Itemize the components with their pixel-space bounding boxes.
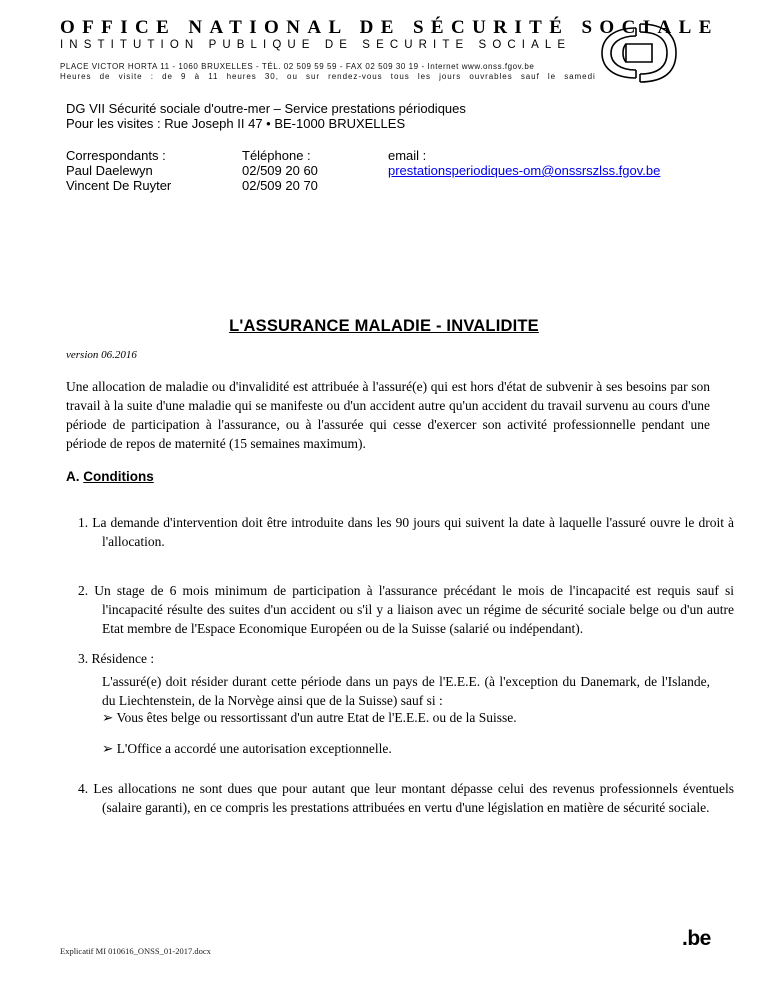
bullet-text: L'Office a accordé une autorisation exceptionnelle.	[116, 741, 392, 756]
condition-text: Les allocations ne sont dues que pour autant que leur montant dépasse celui des revenus professionnels éventuels (salaire garanti), en ce compris les prestations attribuées en vertu d'une législation en matière de sécurité sociale.	[93, 781, 734, 815]
condition-text: Un stage de 6 mois minimum de participation à l'assurance précédant le mois de l'incapacité est requis sauf si l'incapacité résulte des suites d'un accident ou s'il y a liaison avec un régime de sécurité sociale belge ou d'un autre Etat membre de l'Espace Economique Européen ou de la Suisse (salarié ou indépendant).	[94, 583, 735, 636]
correspondant-name: Vincent De Ruyter	[66, 178, 172, 193]
document-title: L'ASSURANCE MALADIE - INVALIDITE	[229, 317, 539, 335]
condition-item	[78, 513, 734, 551]
condition-item	[78, 581, 734, 638]
org-hours: Heures de visite : de 9 à 11 heures 30, ou sur rendez-vous tous les jours ouvrables sauf le samedi	[60, 72, 596, 81]
phone-number: 02/509 20 70	[242, 178, 318, 193]
service-line: DG VII Sécurité sociale d'outre-mer – Service prestations périodiques	[66, 101, 466, 116]
residence-paragraph: L'assuré(e) doit résider durant cette période dans un pays de l'E.E.E. (à l'exception du Danemark, de l'Islande, du Liechtenstein, de la Norvège ainsi que de la Suisse) sauf si :	[102, 674, 710, 708]
document-version: version 06.2016	[66, 349, 137, 361]
org-name: OFFICE NATIONAL DE SÉCURITÉ SOCIALE	[60, 17, 719, 38]
condition-text: La demande d'intervention doit être introduite dans les 90 jours qui suivent la date à laquelle l'assuré ouvre le droit à l'allocation.	[92, 515, 735, 549]
correspondant-name: Paul Daelewyn	[66, 163, 153, 178]
onss-logo-icon	[596, 18, 680, 88]
bullet-text: Vous êtes belge ou ressortissant d'un autre Etat de l'E.E.E. ou de la Suisse.	[116, 710, 517, 725]
contacts-telephone	[242, 148, 318, 193]
phone-number: 02/509 20 60	[242, 163, 318, 178]
condition-item	[78, 779, 734, 817]
condition-number: 3.	[78, 651, 89, 666]
arrow-bullet-icon: ➢	[102, 741, 114, 756]
service-block	[66, 101, 466, 131]
email-link[interactable]: prestationsperiodiques-om@onssrszlss.fgov.be	[388, 163, 661, 178]
condition-item	[78, 649, 710, 668]
bullet-item	[102, 708, 517, 727]
service-address: Pour les visites : Rue Joseph II 47 • BE-1000 BRUXELLES	[66, 116, 406, 131]
intro-paragraph: Une allocation de maladie ou d'invalidité est attribuée à l'assuré(e) qui est hors d'état de subvenir à ses besoins par son travail à la suite d'une maladie qui se manifeste ou d'un accident autre qu'un accident du travail survenu au cours d'une période de participation à l'assurance, ou à l'assurée qui cesse d'exercer son activité professionnelle pendant une période de repos de maternité (15 semaines maximum).	[66, 379, 710, 451]
bullet-item	[102, 739, 392, 758]
condition-number: 4.	[78, 781, 89, 796]
telephone-label: Téléphone :	[242, 148, 311, 163]
section-heading	[66, 469, 154, 484]
condition-text: Résidence :	[91, 651, 155, 666]
contacts-correspondants	[66, 148, 171, 193]
section-letter: A.	[66, 469, 80, 484]
section-title: Conditions	[83, 469, 154, 484]
be-logo: .be	[682, 927, 711, 950]
org-address: PLACE VICTOR HORTA 11 - 1060 BRUXELLES - TÉL. 02 509 59 59 - FAX 02 509 30 19 - Internet www.onss.fgov.be	[60, 62, 535, 71]
condition-number: 1.	[78, 515, 89, 530]
condition-number: 2.	[78, 583, 89, 598]
contacts-email	[388, 148, 660, 178]
email-label: email :	[388, 148, 427, 163]
arrow-bullet-icon: ➢	[102, 710, 114, 725]
footer-filename: Explicatif MI 010616_ONSS_01-2017.docx	[60, 946, 211, 956]
org-subtitle: INSTITUTION PUBLIQUE DE SECURITE SOCIALE	[60, 39, 572, 51]
correspondants-label: Correspondants :	[66, 148, 166, 163]
